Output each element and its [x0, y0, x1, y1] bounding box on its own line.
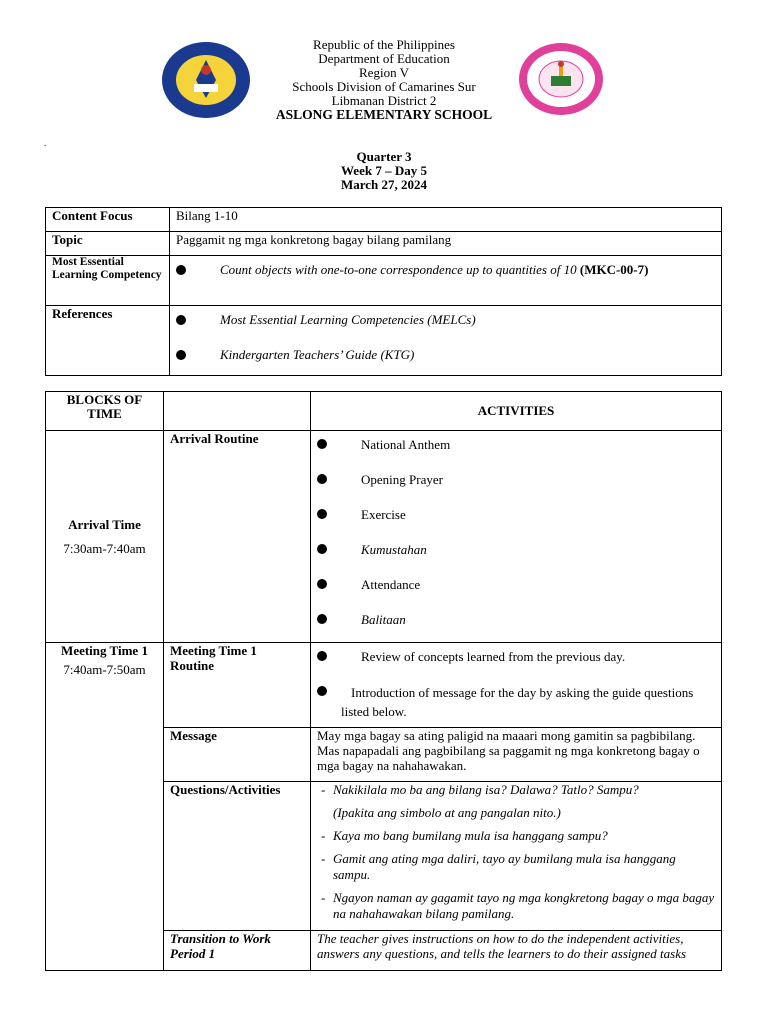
content-focus-label: Content Focus — [46, 208, 170, 232]
bullet-icon — [176, 350, 186, 360]
routine-item: Introduction of message for the day by asking the guide questions listed below. — [341, 685, 694, 719]
question-item: Ngayon naman ay gagamit tayo ng mga kongkretong bagay o mga bagay na nahahawakan bilang pamilang. — [333, 890, 715, 921]
message-text: May mga bagay sa ating paligid na maaari mong gamitin sa pagbibilang. Mas napapadali ang pagbibilang sa paggamit ng mga konkretong bagay o mga bagay na nahahawakan. — [311, 728, 722, 782]
transition-text: The teacher gives instructions on how to do the independent activities, answers any questions, and tells the learners to do their assigned tasks — [311, 931, 722, 971]
bullet-icon — [317, 439, 327, 449]
meeting-time-cell — [46, 643, 164, 971]
letterhead — [0, 38, 768, 122]
question-note: (Ipakita ang simbolo at ang pangalan nito.) — [333, 805, 561, 820]
bullet-icon — [176, 315, 186, 325]
questions-list: - Nakikilala mo ba ang bilang isa? Dalawa? Tatlo? Sampu? (Ipakita ang simbolo at ang pangalan nito.) - Kaya mo bang bumilang mula isa hanggang sampu? - Gamit ang ating mga daliri, tayo ay bumilang mula isa hanggang sampu. - Ngayon naman ay gagamit tayo ng mga kongkretong bagay o mga bagay na nahahawakan bilang pamilang. — [311, 782, 722, 931]
arrival-time-cell — [46, 431, 164, 643]
week-day: Week 7 – Day 5 — [341, 163, 427, 178]
routine-item: Review of concepts learned from the previous day. — [361, 649, 626, 664]
activity-item: Opening Prayer — [361, 472, 443, 487]
letterhead-republic: Republic of the Philippines — [313, 37, 455, 52]
questions-label: Questions/Activities — [164, 782, 311, 931]
arrival-time-label: Arrival Time — [68, 516, 141, 532]
activity-item: Balitaan — [361, 612, 406, 627]
topic-label: Topic — [46, 232, 170, 256]
letterhead-region: Region V — [359, 65, 409, 80]
references-cell — [170, 306, 722, 376]
question-item: Nakikilala mo ba ang bilang isa? Dalawa? Tatlo? Sampu? — [333, 782, 639, 797]
transition-label: Transition to Work Period 1 — [164, 931, 311, 971]
question-item: Kaya mo bang bumilang mula isa hanggang sampu? — [333, 828, 608, 843]
melc-cell — [170, 256, 722, 306]
bullet-icon — [317, 509, 327, 519]
letterhead-district: Libmanan District 2 — [331, 93, 437, 108]
lesson-date-block — [0, 150, 768, 192]
references-label: References — [46, 306, 170, 376]
sub-header-empty — [164, 392, 311, 431]
letterhead-department: Department of Education — [318, 51, 450, 66]
content-focus-value: Bilang 1-10 — [170, 208, 722, 232]
bullet-icon — [176, 265, 186, 275]
activity-item: Exercise — [361, 507, 406, 522]
lesson-info-table — [45, 207, 722, 376]
bullet-icon — [317, 544, 327, 554]
reference-item: Most Essential Learning Competencies (MELCs) — [220, 312, 476, 327]
quarter: Quarter 3 — [356, 149, 412, 164]
activity-item: Kumustahan — [361, 542, 427, 557]
meeting-routine-label: Meeting Time 1 Routine — [164, 643, 311, 728]
bullet-icon — [317, 474, 327, 484]
activities-header: ACTIVITIES — [311, 392, 722, 431]
meeting-time-range: 7:40am-7:50am — [63, 662, 146, 677]
schedule-table — [45, 391, 722, 971]
arrival-activities — [311, 431, 722, 643]
letterhead-division: Schools Division of Camarines Sur — [292, 79, 476, 94]
lesson-date: March 27, 2024 — [340, 177, 428, 192]
meeting-routine-activities — [311, 643, 722, 728]
topic-value: Paggamit ng mga konkretong bagay bilang pamilang — [170, 232, 722, 256]
stray-mark: . — [44, 138, 47, 148]
melc-text: Count objects with one-to-one correspondence up to quantities of 10 — [220, 262, 577, 277]
bullet-icon — [317, 651, 327, 661]
reference-item: Kindergarten Teachers’ Guide (KTG) — [220, 347, 415, 362]
school-name: ASLONG ELEMENTARY SCHOOL — [275, 107, 493, 122]
melc-code: (MKC-00-7) — [579, 262, 649, 277]
melc-label: Most Essential Learning Competency — [46, 256, 170, 306]
bullet-icon — [317, 579, 327, 589]
activity-item: Attendance — [361, 577, 421, 592]
question-item: Gamit ang ating mga daliri, tayo ay bumilang mula isa hanggang sampu. — [333, 851, 676, 882]
meeting-time-label: Meeting Time 1 — [61, 643, 148, 658]
bullet-icon — [317, 614, 327, 624]
arrival-time-range: 7:30am-7:40am — [63, 540, 146, 556]
activity-item: National Anthem — [361, 437, 451, 452]
blocks-of-time-header: BLOCKS OF TIME — [46, 392, 164, 431]
message-label: Message — [164, 728, 311, 782]
arrival-routine-label: Arrival Routine — [164, 431, 311, 643]
